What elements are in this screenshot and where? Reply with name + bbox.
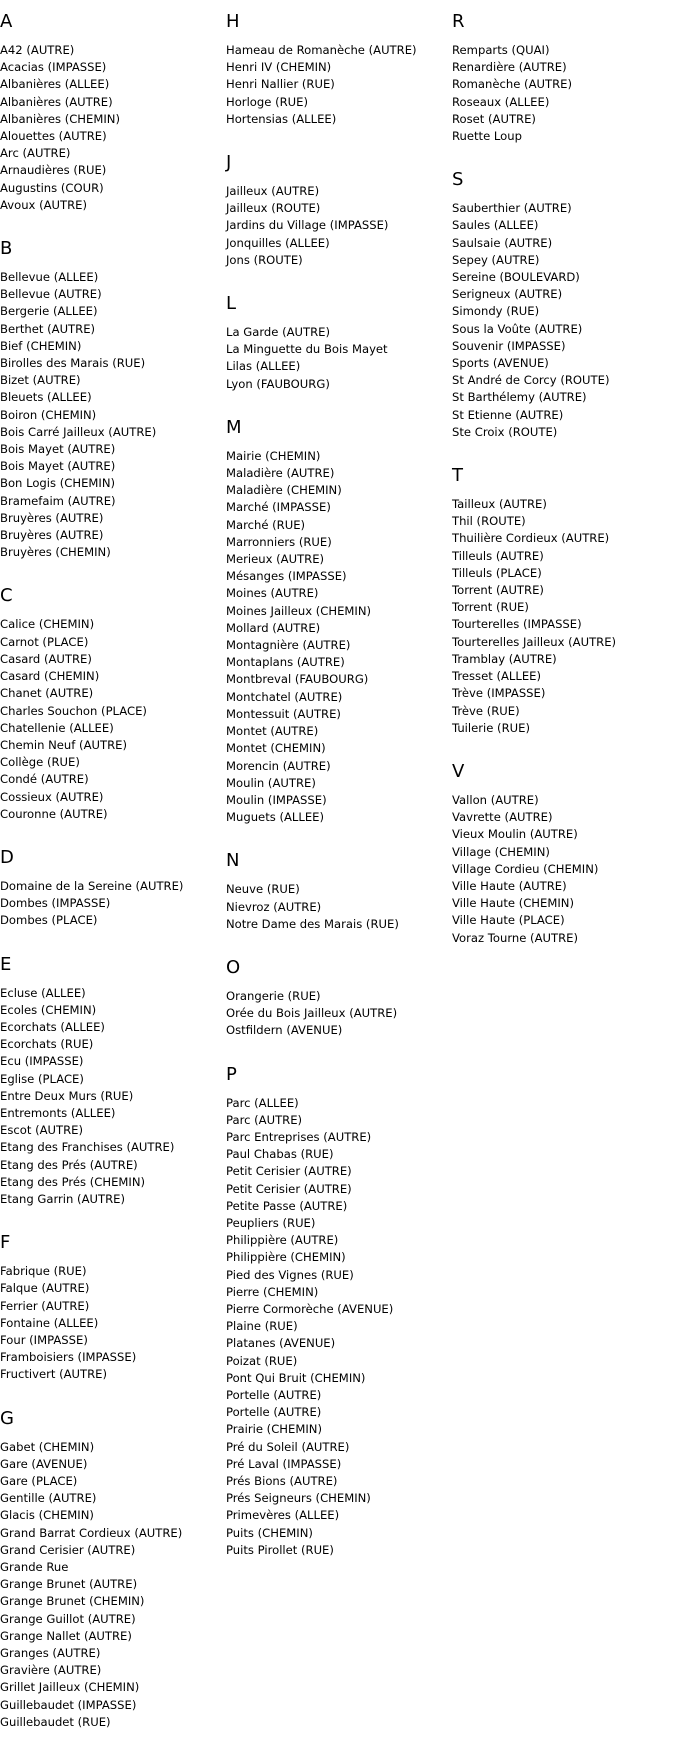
street-entry: Ostfildern (AVENUE): [226, 1023, 343, 1038]
street-entry: Gravière (AUTRE): [0, 1663, 102, 1678]
letter-section: [0, 238, 220, 561]
street-entry: Tailleux (AUTRE): [452, 497, 547, 512]
street-entry: St André de Corcy (ROUTE): [452, 373, 610, 388]
street-entry: Grange Brunet (AUTRE): [0, 1577, 138, 1592]
street-entry: Ecorchats (RUE): [0, 1037, 94, 1052]
section-letter-heading: P: [226, 1063, 237, 1085]
street-entry: Acacias (IMPASSE): [0, 60, 107, 75]
street-entry: Calice (CHEMIN): [0, 617, 95, 632]
street-entry: Thil (ROUTE): [452, 514, 526, 529]
street-entry: Albanières (CHEMIN): [0, 111, 120, 126]
street-entry: Tramblay (AUTRE): [452, 651, 557, 666]
street-entry: Simondy (RUE): [452, 304, 540, 319]
street-list: [452, 42, 672, 145]
street-entry: Ferrier (AUTRE): [0, 1298, 90, 1313]
street-entry: Peupliers (RUE): [226, 1215, 316, 1230]
street-entry: Casard (CHEMIN): [0, 669, 100, 684]
street-entry: Bois Carré Jailleux (AUTRE): [0, 424, 157, 439]
street-entry: Vavrette (AUTRE): [452, 810, 553, 825]
street-entry: Vallon (AUTRE): [452, 792, 539, 807]
letter-section: [0, 847, 220, 930]
street-entry: Chanet (AUTRE): [0, 686, 94, 701]
street-entry: Fontaine (ALLEE): [0, 1315, 99, 1330]
street-entry: Orangerie (RUE): [226, 988, 321, 1003]
section-letter-heading: V: [452, 760, 465, 782]
street-entry: Saules (ALLEE): [452, 218, 539, 233]
street-entry: Torrent (AUTRE): [452, 583, 544, 598]
street-entry: Four (IMPASSE): [0, 1332, 88, 1347]
section-letter-heading: O: [226, 956, 241, 978]
street-entry: Pré du Soleil (AUTRE): [226, 1439, 350, 1454]
street-entry: Guillebaudet (RUE): [0, 1714, 111, 1729]
street-entry: Hortensias (ALLEE): [226, 111, 337, 126]
section-letter-heading: J: [226, 152, 232, 174]
street-entry: A42 (AUTRE): [0, 43, 75, 57]
street-entry: Casard (AUTRE): [0, 651, 92, 666]
street-entry: Neuve (RUE): [226, 882, 300, 897]
street-entry: Torrent (RUE): [452, 600, 529, 615]
street-entry: Grand Cerisier (AUTRE): [0, 1542, 136, 1557]
street-entry: La Garde (AUTRE): [226, 325, 331, 340]
letter-section: [0, 1232, 220, 1383]
street-entry: Parc (AUTRE): [226, 1112, 303, 1127]
street-list: [226, 324, 446, 393]
street-entry: Bief (CHEMIN): [0, 338, 82, 353]
street-entry: Montchatel (AUTRE): [226, 689, 343, 704]
street-entry: Bois Mayet (AUTRE): [0, 442, 116, 457]
street-entry: Saulsaie (AUTRE): [452, 235, 553, 250]
street-entry: Eglise (PLACE): [0, 1071, 84, 1086]
street-list: [226, 448, 446, 826]
street-entry: Trève (RUE): [452, 703, 520, 718]
street-entry: Entre Deux Murs (RUE): [0, 1088, 134, 1103]
street-entry: Bleuets (ALLEE): [0, 390, 92, 405]
street-entry: Prairie (CHEMIN): [226, 1422, 322, 1437]
street-entry: Parc (ALLEE): [226, 1095, 299, 1110]
street-entry: St Barthélemy (AUTRE): [452, 390, 587, 405]
street-entry: Bellevue (AUTRE): [0, 287, 102, 302]
street-list: [226, 183, 446, 269]
street-entry: Moines Jailleux (CHEMIN): [226, 603, 372, 618]
street-entry: Petit Cerisier (AUTRE): [226, 1181, 352, 1196]
street-entry: Augustins (COUR): [0, 180, 104, 195]
letter-section: [226, 957, 446, 1040]
street-entry: Petite Passe (AUTRE): [226, 1198, 348, 1213]
section-letter-heading: N: [226, 850, 240, 872]
street-entry: Romanèche (AUTRE): [452, 77, 572, 92]
street-entry: Granges (AUTRE): [0, 1646, 101, 1661]
street-entry: Pré Laval (IMPASSE): [226, 1456, 342, 1471]
street-entry: Puits (CHEMIN): [226, 1525, 313, 1540]
street-entry: Mairie (CHEMIN): [226, 448, 321, 463]
street-entry: Village (CHEMIN): [452, 844, 550, 859]
street-entry: St Etienne (AUTRE): [452, 407, 564, 422]
street-entry: Renardière (AUTRE): [452, 60, 567, 75]
street-entry: Gare (AVENUE): [0, 1456, 88, 1471]
letter-section: [226, 850, 446, 933]
street-column-3: [452, 11, 672, 971]
street-entry: Platanes (AVENUE): [226, 1336, 336, 1351]
street-entry: Pied des Vignes (RUE): [226, 1267, 354, 1282]
street-entry: Merieux (AUTRE): [226, 552, 325, 567]
street-entry: Vieux Moulin (AUTRE): [452, 827, 578, 842]
street-list: [0, 1263, 220, 1383]
street-entry: Ste Croix (ROUTE): [452, 424, 558, 439]
street-entry: Portelle (AUTRE): [226, 1405, 322, 1420]
letter-section: [0, 1408, 220, 1731]
letter-section: [452, 11, 672, 145]
street-entry: Maladière (CHEMIN): [226, 483, 342, 498]
street-list: [0, 616, 220, 822]
street-entry: Fructivert (AUTRE): [0, 1367, 107, 1382]
street-entry: Souvenir (IMPASSE): [452, 338, 566, 353]
street-entry: Plaine (RUE): [226, 1319, 298, 1334]
section-letter-heading: B: [0, 238, 13, 260]
street-list: [452, 792, 672, 947]
section-letter-heading: L: [226, 293, 237, 315]
street-entry: Guillebaudet (IMPASSE): [0, 1697, 137, 1712]
street-entry: Moulin (IMPASSE): [226, 792, 327, 807]
letter-section: [0, 11, 220, 214]
street-entry: Montaplans (AUTRE): [226, 655, 345, 670]
street-entry: Bon Logis (CHEMIN): [0, 476, 116, 491]
street-entry: Jailleux (AUTRE): [226, 184, 320, 199]
street-entry: Albanières (AUTRE): [0, 94, 113, 109]
street-entry: Parc Entreprises (AUTRE): [226, 1129, 372, 1144]
street-entry: Pierre (CHEMIN): [226, 1284, 319, 1299]
street-entry: Birolles des Marais (RUE): [0, 356, 146, 371]
street-entry: Roset (AUTRE): [452, 111, 536, 126]
letter-section: [226, 1064, 446, 1559]
street-entry: Bruyères (AUTRE): [0, 510, 104, 525]
street-entry: Montagnière (AUTRE): [226, 638, 351, 653]
street-entry: Grange Nallet (AUTRE): [0, 1628, 132, 1643]
street-entry: Arc (AUTRE): [0, 146, 71, 161]
street-list: [452, 200, 672, 441]
street-entry: Cossieux (AUTRE): [0, 789, 104, 804]
street-entry: Pont Qui Bruit (CHEMIN): [226, 1370, 366, 1385]
street-entry: Carnot (PLACE): [0, 634, 89, 649]
street-entry: Jardins du Village (IMPASSE): [226, 218, 389, 233]
street-entry: Bruyères (CHEMIN): [0, 545, 111, 560]
street-entry: Grillet Jailleux (CHEMIN): [0, 1680, 140, 1695]
street-list: [226, 988, 446, 1040]
street-entry: Paul Chabas (RUE): [226, 1147, 334, 1162]
street-entry: Muguets (ALLEE): [226, 810, 325, 825]
section-letter-heading: R: [452, 11, 465, 32]
street-entry: Ecu (IMPASSE): [0, 1054, 84, 1069]
street-column-2: [226, 11, 446, 1583]
street-entry: Etang des Prés (AUTRE): [0, 1157, 138, 1172]
street-entry: Ville Haute (CHEMIN): [452, 896, 574, 911]
street-entry: Grange Brunet (CHEMIN): [0, 1594, 145, 1609]
street-entry: Marché (IMPASSE): [226, 500, 331, 515]
street-entry: Nievroz (AUTRE): [226, 899, 322, 914]
street-entry: Prés Seigneurs (CHEMIN): [226, 1491, 371, 1506]
street-entry: Escot (AUTRE): [0, 1123, 83, 1138]
street-entry: Montet (AUTRE): [226, 724, 319, 739]
street-entry: Jons (ROUTE): [226, 252, 303, 267]
street-entry: Village Cordieu (CHEMIN): [452, 861, 599, 876]
street-entry: Gentille (AUTRE): [0, 1491, 97, 1506]
street-entry: Domaine de la Sereine (AUTRE): [0, 878, 184, 893]
street-entry: Montessuit (AUTRE): [226, 706, 341, 721]
street-entry: Thuilière Cordieux (AUTRE): [452, 531, 610, 546]
street-entry: Fabrique (RUE): [0, 1264, 87, 1279]
street-entry: Ville Haute (AUTRE): [452, 878, 567, 893]
street-entry: Prés Bions (AUTRE): [226, 1474, 338, 1488]
letter-section: [226, 293, 446, 393]
street-entry: Tourterelles Jailleux (AUTRE): [452, 634, 617, 649]
street-entry: Avoux (AUTRE): [0, 197, 88, 212]
street-entry: Lilas (ALLEE): [226, 359, 301, 374]
street-column-1: [0, 11, 220, 1755]
street-entry: Grange Guillot (AUTRE): [0, 1611, 136, 1626]
street-entry: Bramefaim (AUTRE): [0, 493, 116, 508]
street-entry: Marronniers (RUE): [226, 534, 332, 549]
street-entry: Sous la Voûte (AUTRE): [452, 321, 583, 336]
street-entry: Etang Garrin (AUTRE): [0, 1191, 125, 1206]
street-entry: Hameau de Romanèche (AUTRE): [226, 43, 417, 57]
street-list: [226, 42, 446, 128]
street-entry: Maladière (AUTRE): [226, 466, 335, 481]
street-entry: Philippière (AUTRE): [226, 1233, 339, 1248]
section-letter-heading: E: [0, 953, 12, 975]
street-entry: Montet (CHEMIN): [226, 741, 326, 756]
street-entry: Poizat (RUE): [226, 1353, 298, 1368]
section-letter-heading: C: [0, 585, 13, 607]
street-entry: Grand Barrat Cordieux (AUTRE): [0, 1525, 183, 1540]
street-entry: Puits Pirollet (RUE): [226, 1542, 334, 1557]
street-entry: Couronne (AUTRE): [0, 806, 108, 821]
street-list: [0, 42, 220, 214]
street-entry: Etang des Franchises (AUTRE): [0, 1140, 175, 1155]
street-entry: Tilleuls (AUTRE): [452, 548, 544, 563]
street-entry: Henri Nallier (RUE): [226, 77, 335, 92]
street-list: [226, 1095, 446, 1559]
street-entry: Dombes (IMPASSE): [0, 896, 111, 911]
street-entry: Berthet (AUTRE): [0, 321, 96, 336]
section-letter-heading: M: [226, 416, 242, 438]
street-entry: Trève (IMPASSE): [452, 686, 546, 701]
street-entry: Bellevue (ALLEE): [0, 270, 99, 285]
street-entry: Lyon (FAUBOURG): [226, 376, 330, 391]
letter-section: [226, 417, 446, 826]
street-entry: Etang des Prés (CHEMIN): [0, 1174, 146, 1189]
street-entry: Sauberthier (AUTRE): [452, 201, 572, 216]
street-entry: Glacis (CHEMIN): [0, 1508, 94, 1523]
street-entry: Orée du Bois Jailleux (AUTRE): [226, 1006, 398, 1021]
letter-section: [452, 465, 672, 737]
street-entry: Jailleux (ROUTE): [226, 201, 321, 216]
street-entry: Chatellenie (ALLEE): [0, 720, 114, 735]
letter-section: [226, 152, 446, 269]
street-entry: Portelle (AUTRE): [226, 1387, 322, 1402]
section-letter-heading: D: [0, 846, 14, 868]
street-entry: Serigneux (AUTRE): [452, 287, 563, 302]
section-letter-heading: H: [226, 11, 240, 32]
street-entry: Mollard (AUTRE): [226, 620, 321, 635]
section-letter-heading: F: [0, 1232, 11, 1254]
street-entry: Framboisiers (IMPASSE): [0, 1350, 137, 1365]
street-entry: La Minguette du Bois Mayet: [226, 342, 388, 357]
street-entry: Ecorchats (ALLEE): [0, 1019, 105, 1034]
letter-section: [452, 169, 672, 441]
street-entry: Bizet (AUTRE): [0, 373, 81, 388]
street-entry: Ecoles (CHEMIN): [0, 1002, 97, 1017]
street-entry: Philippière (CHEMIN): [226, 1250, 346, 1265]
street-list: [452, 496, 672, 737]
street-entry: Falque (AUTRE): [0, 1281, 90, 1296]
street-entry: Chemin Neuf (AUTRE): [0, 737, 127, 752]
street-entry: Horloge (RUE): [226, 94, 308, 109]
section-letter-heading: S: [452, 169, 464, 191]
street-entry: Sports (AVENUE): [452, 356, 549, 371]
street-entry: Arnaudières (RUE): [0, 163, 107, 178]
street-entry: Notre Dame des Marais (RUE): [226, 916, 399, 931]
letter-section: [0, 585, 220, 822]
street-entry: Henri IV (CHEMIN): [226, 60, 332, 75]
street-entry: Condé (AUTRE): [0, 772, 89, 787]
street-entry: Tresset (ALLEE): [452, 669, 542, 684]
street-entry: Collège (RUE): [0, 755, 80, 770]
street-list: [0, 985, 220, 1209]
street-entry: Tourterelles (IMPASSE): [452, 617, 582, 632]
street-list: [0, 878, 220, 930]
street-list: [0, 269, 220, 561]
street-entry: Gabet (CHEMIN): [0, 1439, 95, 1454]
street-entry: Pierre Cormorèche (AVENUE): [226, 1301, 394, 1316]
street-list: [0, 1439, 220, 1731]
street-entry: Morencin (AUTRE): [226, 758, 331, 773]
street-entry: Sepey (AUTRE): [452, 252, 540, 267]
street-entry: Moines (AUTRE): [226, 586, 319, 601]
street-entry: Ville Haute (PLACE): [452, 913, 565, 928]
street-entry: Moulin (AUTRE): [226, 775, 316, 790]
street-entry: Bois Mayet (AUTRE): [0, 459, 116, 474]
street-entry: Remparts (QUAI): [452, 43, 550, 57]
street-entry: Bruyères (AUTRE): [0, 528, 104, 543]
letter-section: [452, 761, 672, 947]
street-entry: Gare (PLACE): [0, 1474, 78, 1488]
street-entry: Ecluse (ALLEE): [0, 985, 86, 1000]
street-entry: Charles Souchon (PLACE): [0, 703, 147, 718]
street-entry: Tuilerie (RUE): [452, 720, 530, 735]
street-entry: Primevères (ALLEE): [226, 1508, 340, 1523]
street-entry: Jonquilles (ALLEE): [226, 235, 330, 250]
street-list: [226, 881, 446, 933]
section-letter-heading: A: [0, 11, 13, 32]
street-entry: Sereine (BOULEVARD): [452, 270, 580, 285]
street-entry: Entremonts (ALLEE): [0, 1105, 116, 1120]
street-entry: Bergerie (ALLEE): [0, 304, 98, 319]
section-letter-heading: G: [0, 1407, 14, 1429]
street-entry: Albanières (ALLEE): [0, 77, 110, 92]
street-entry: Montbreval (FAUBOURG): [226, 672, 369, 687]
street-entry: Grande Rue: [0, 1560, 69, 1575]
street-entry: Voraz Tourne (AUTRE): [452, 930, 578, 945]
section-letter-heading: T: [452, 465, 463, 487]
letter-section: [0, 954, 220, 1209]
street-entry: Mésanges (IMPASSE): [226, 569, 347, 584]
street-entry: Alouettes (AUTRE): [0, 129, 107, 144]
street-entry: Boiron (CHEMIN): [0, 407, 97, 422]
street-entry: Tilleuls (PLACE): [452, 565, 542, 580]
letter-section: [226, 11, 446, 128]
street-entry: Roseaux (ALLEE): [452, 94, 550, 109]
street-entry: Marché (RUE): [226, 517, 306, 532]
street-entry: Dombes (PLACE): [0, 913, 98, 928]
street-entry: Ruette Loup: [452, 129, 522, 144]
street-entry: Petit Cerisier (AUTRE): [226, 1164, 352, 1179]
